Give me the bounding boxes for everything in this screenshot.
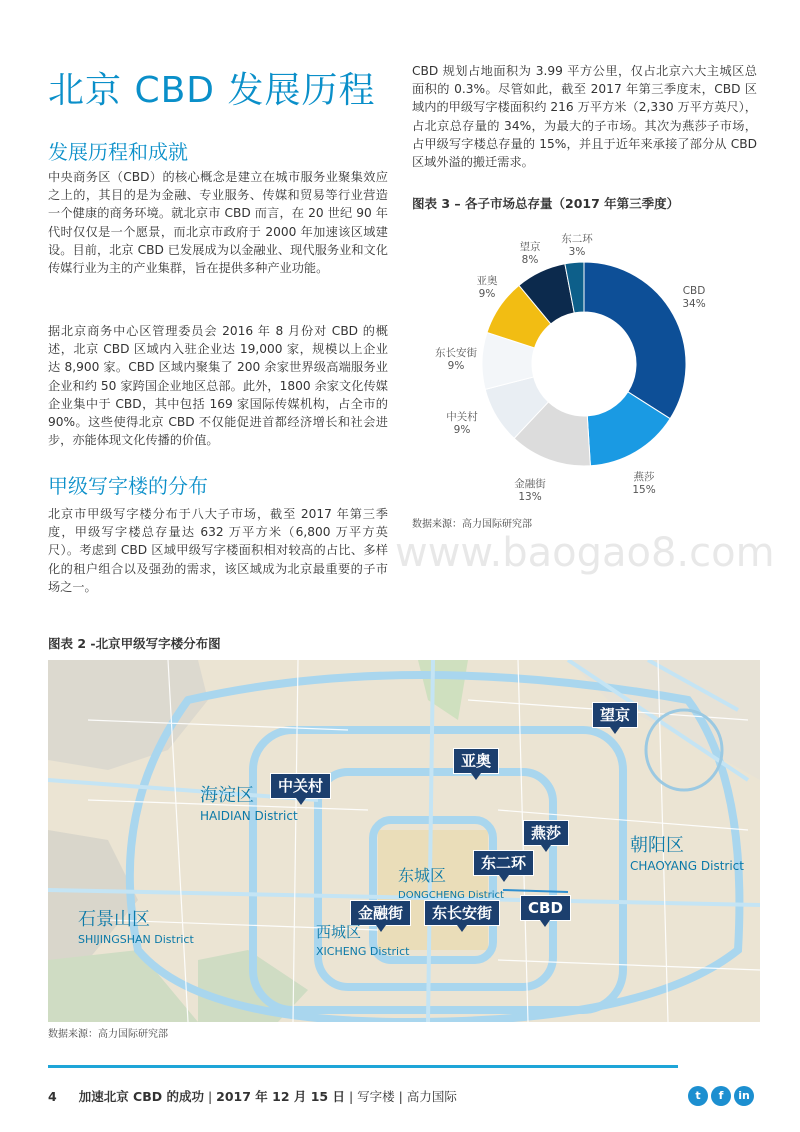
map-pin-wangjing: 望京 xyxy=(592,702,638,728)
donut-slice-0 xyxy=(584,262,686,419)
donut-label-name-4: 东长安街 xyxy=(435,347,477,359)
donut-label-value-4: 9% xyxy=(447,360,465,372)
donut-label-value-7: 3% xyxy=(568,246,586,258)
donut-label-name-2: 金融街 xyxy=(514,478,546,490)
map-pin-dongerhuan: 东二环 xyxy=(473,850,534,876)
donut-label-name-1: 燕莎 xyxy=(633,471,655,483)
facebook-icon[interactable]: f xyxy=(711,1086,731,1106)
district-dongcheng: 东城区 DONGCHENG District xyxy=(398,866,504,901)
distribution-paragraph: 北京市甲级写字楼分布于八大子市场，截至 2017 年第三季度，甲级写字楼总存量达 632 万平方米（6,800 万平方英尺）。考虑到 CBD 区域甲级写字楼面积相对较高的占比、多样化的租户组合以及强劲的需求，该区域成为北京最重要的子市场之一。 xyxy=(48,507,388,594)
history-paragraph-2: 据北京商务中心区管理委员会 2016 年 8 月份对 CBD 的概述，北京 CBD 区域内入驻企业达 19,000 家，规模以上企业达 8,900 家。CBD 区域内聚集了 200 余家世界级高端服务业企业和约 50 家跨国企业地区总部。此外，1800 余家文化传媒企业集中于 CBD，其中包括 169 家国际传媒机构，占全市的 90%。这些使得北京 CBD 不仅能促进首都经济增长和社会进步，亦能体现文化传播的价值。 xyxy=(48,324,388,448)
donut-label-value-5: 9% xyxy=(478,288,496,300)
footer-divider xyxy=(48,1065,678,1068)
district-xicheng: 西城区 XICHENG District xyxy=(316,923,410,958)
history-paragraph-1: 中央商务区（CBD）的核心概念是建立在城市服务业聚集效应之上的，其目的是为金融、专业服务、传媒和贸易等行业营造一个健康的商务环境。就北京市 CBD 而言，在 20 世纪 90 年代时仅仅是一个愿景，而北京市政府于 2000 年加速该区域建设。目前，北京 CBD 已发展成为以金融业、现代服务业和文化传媒行业为主的产业集群，旨在提供多种产业功能。 xyxy=(48,170,388,276)
map xyxy=(48,660,760,1022)
donut-label-name-6: 望京 xyxy=(519,241,541,253)
footer-category: 写字楼 xyxy=(357,1089,395,1104)
figure2-title: 图表 2 -北京甲级写字楼分布图 xyxy=(48,636,221,651)
donut-label-value-3: 9% xyxy=(453,424,471,436)
figure3-source: 数据来源：高力国际研究部 xyxy=(412,519,532,530)
page-number: 4 xyxy=(48,1089,57,1104)
map-pin-cbd: CBD xyxy=(520,895,571,921)
map-pin-yaao: 亚奥 xyxy=(453,748,499,774)
right-column-paragraph: CBD 规划占地面积为 3.99 平方公里，仅占北京六大主城区总面积的 0.3%。尽管如此，截至 2017 年第三季度末，CBD 区域内的甲级写字楼面积约 216 万平方米（2,330 万平方英尺），占北京总存量的 34%，为最大的子市场。其次为燕莎子市场，占甲级写字楼总存量的 15%，并且于近年来承接了部分从 CBD 区域外溢的搬迁需求。 xyxy=(412,64,757,170)
donut-label-value-2: 13% xyxy=(518,491,542,503)
donut-chart xyxy=(412,222,757,512)
donut-label-name-3: 中关村 xyxy=(446,411,478,423)
section-heading-distribution: 甲级写字楼的分布 xyxy=(48,474,208,498)
section-heading-history: 发展历程和成就 xyxy=(48,140,188,164)
map-pin-yansha: 燕莎 xyxy=(523,820,569,846)
page-title: 北京 CBD 发展历程 xyxy=(48,70,376,111)
donut-chart-svg xyxy=(412,222,757,512)
map-pin-dongchanganjie: 东长安街 xyxy=(424,900,500,926)
footer-company: 高力国际 xyxy=(406,1089,457,1104)
map-pin-jinrongjie: 金融街 xyxy=(350,900,411,926)
figure2-source: 数据来源：高力国际研究部 xyxy=(48,1029,168,1040)
footer: 4 加速北京 CBD 的成功 | 2017 年 12 月 15 日 | 写字楼 | 高力国际 xyxy=(48,1089,457,1104)
twitter-icon[interactable]: t xyxy=(688,1086,708,1106)
donut-label-value-6: 8% xyxy=(521,254,539,266)
donut-label-value-1: 15% xyxy=(632,484,656,496)
footer-date: 2017 年 12 月 15 日 xyxy=(216,1089,345,1104)
district-haidian: 海淀区 HAIDIAN District xyxy=(200,785,298,823)
donut-label-name-5: 亚奥 xyxy=(476,275,498,287)
donut-label-name-0: CBD xyxy=(682,285,706,297)
watermark: www.baogao8.com xyxy=(395,530,775,576)
donut-label-name-7: 东二环 xyxy=(561,233,593,245)
linkedin-icon[interactable]: in xyxy=(734,1086,754,1106)
district-shijingshan: 石景山区 SHIJINGSHAN District xyxy=(78,909,194,946)
donut-label-value-0: 34% xyxy=(682,298,706,310)
district-chaoyang: 朝阳区 CHAOYANG District xyxy=(630,835,744,873)
footer-title: 加速北京 CBD 的成功 xyxy=(78,1089,204,1104)
figure3-title: 图表 3 – 各子市场总存量（2017 年第三季度） xyxy=(412,196,680,211)
map-pin-zhongguancun: 中关村 xyxy=(270,773,331,799)
